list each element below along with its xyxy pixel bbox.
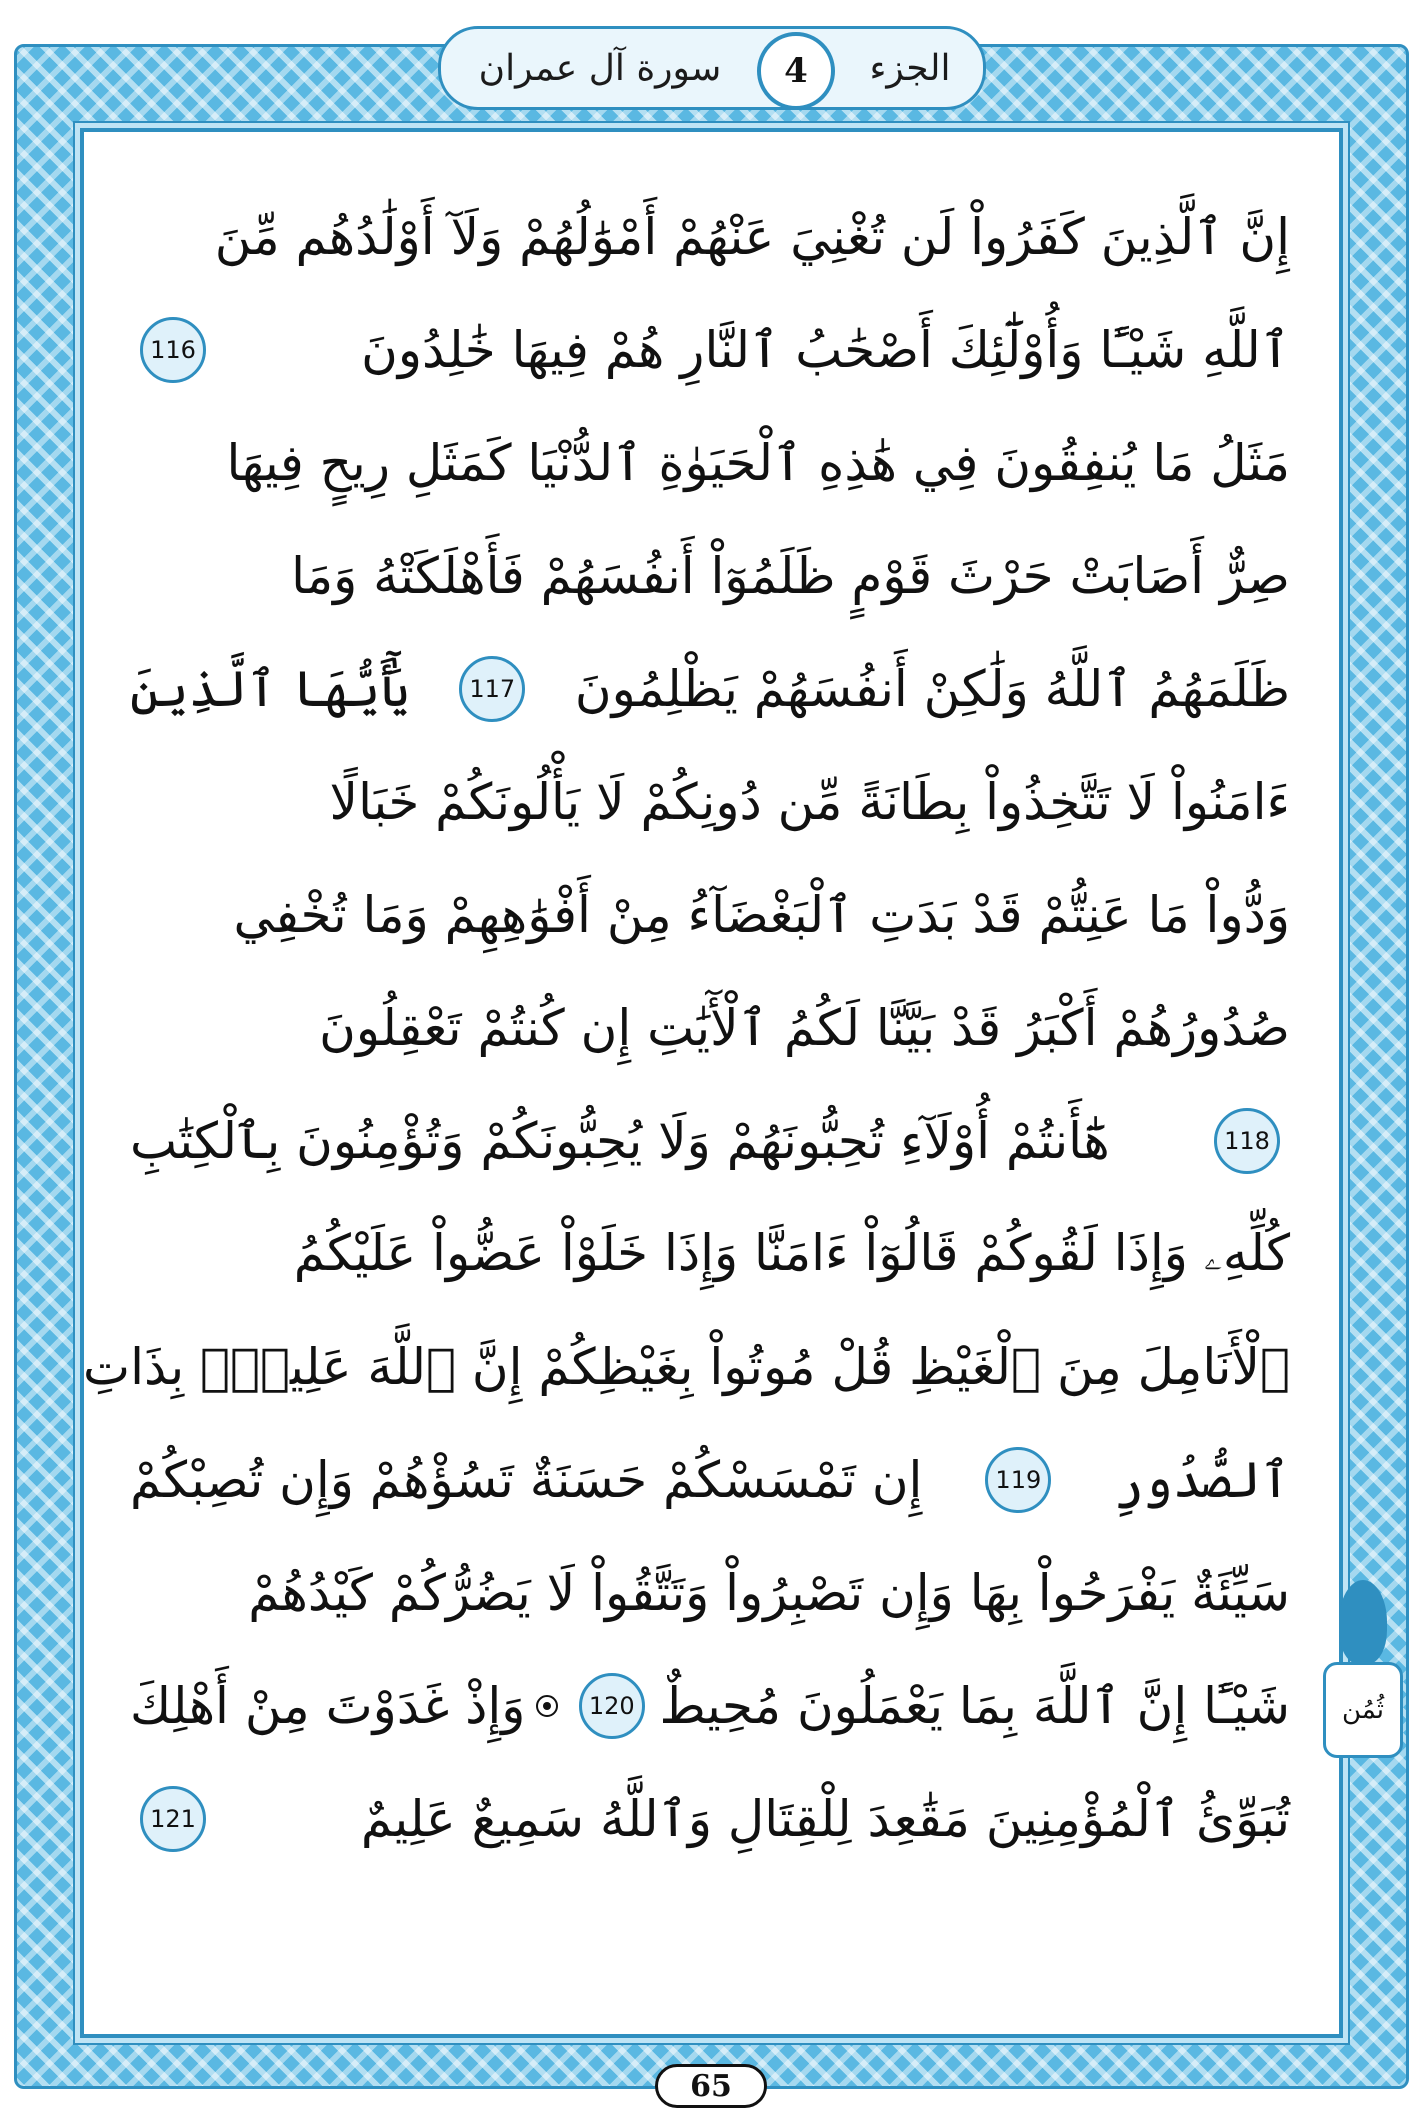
verse-text: ءَامَنُواْ لَا تَتَّخِذُواْ بِطَانَةً مِّن دُونِكُمْ لَا يَأْلُونَكُمْ خَبَالًا — [329, 772, 1290, 831]
verse-text: وَدُّواْ مَا عَنِتُّمْ قَدْ بَدَتِ ٱلْبَغْضَآءُ مِنْ أَفْوَٰهِهِمْ وَمَا تُخْفِي — [233, 885, 1290, 944]
text-line — [130, 971, 1290, 1084]
text-line — [130, 632, 1290, 745]
verse-text: هَٰٓأَنتُمْ أُوْلَآءِ تُحِبُّونَهُمْ وَلَا يُحِبُّونَكُمْ وَتُؤْمِنُونَ بِٱلْكِتَٰبِ — [130, 1111, 1110, 1170]
verse-text: ٱللَّهِ شَيْـًٔا وَأُوْلَٰٓئِكَ أَصْحَٰبُ ٱلنَّارِ هُمْ فِيهَا خَٰلِدُونَ — [361, 320, 1290, 379]
juz-number-badge: 4 — [757, 32, 835, 110]
verse-text: ٱلصُّدُورِ — [1114, 1450, 1290, 1509]
side-marker-ornament-icon — [1339, 1580, 1387, 1664]
side-marker-label: ثُمُن — [1323, 1662, 1403, 1758]
verse-text: إِن تَمْسَسْكُمْ حَسَنَةٌ تَسُؤْهُمْ وَإِن تُصِبْكُمْ — [130, 1450, 923, 1509]
text-line — [130, 406, 1290, 519]
juz-label: الجزء — [869, 47, 951, 89]
verse-text: ٱلْأَنَامِلَ مِنَ ٱلْغَيْظِ قُلْ مُوتُواْ بِغَيْظِكُمْ إِنَّ ٱللَّهَ عَلِيمُۢ بِذَاتِ — [83, 1337, 1290, 1396]
verse-text: صِرٌّ أَصَابَتْ حَرْثَ قَوْمٍ ظَلَمُوٓاْ أَنفُسَهُمْ فَأَهْلَكَتْهُ وَمَا — [291, 546, 1290, 605]
verse-text: إِنَّ ٱلَّذِينَ كَفَرُواْ لَن تُغْنِيَ عَنْهُمْ أَمْوَٰلُهُمْ وَلَآ أَوْلَٰدُهُم مِّنَ — [214, 207, 1290, 266]
text-line — [130, 1536, 1290, 1649]
ayah-number-marker: 120 — [579, 1673, 645, 1739]
verse-text: سَيِّئَةٌ يَفْرَحُواْ بِهَا وَإِن تَصْبِرُواْ وَتَتَّقُواْ لَا يَضُرُّكُمْ كَيْدُهُمْ — [248, 1563, 1290, 1622]
text-line — [130, 858, 1290, 971]
surah-name: سورة آل عمران — [478, 47, 722, 89]
rub-el-hizb-icon — [536, 1695, 558, 1717]
quran-text-lines — [83, 180, 1290, 1980]
ayah-number-marker: 116 — [140, 317, 206, 383]
verse-text: وَإِذْ غَدَوْتَ مِنْ أَهْلِكَ — [130, 1676, 526, 1735]
verse-text: مَثَلُ مَا يُنفِقُونَ فِي هَٰذِهِ ٱلْحَيَوٰةِ ٱلدُّنْيَا كَمَثَلِ رِيحٍ فِيهَا — [226, 433, 1290, 492]
text-line — [130, 519, 1290, 632]
verse-text: شَيْـًٔا إِنَّ ٱللَّهَ بِمَا يَعْمَلُونَ مُحِيطٌ — [659, 1676, 1290, 1735]
text-line — [130, 745, 1290, 858]
text-line — [130, 1084, 1290, 1197]
text-line — [130, 180, 1290, 293]
text-line — [130, 1423, 1290, 1536]
ayah-number-marker: 118 — [1214, 1108, 1280, 1174]
text-line — [130, 1762, 1290, 1875]
page-number: 65 — [655, 2064, 767, 2108]
text-line — [130, 293, 1290, 406]
verse-text: تُبَوِّئُ ٱلْمُؤْمِنِينَ مَقَٰعِدَ لِلْقِتَالِ وَٱللَّهُ سَمِيعٌ عَلِيمٌ — [360, 1789, 1290, 1848]
text-line — [130, 1197, 1290, 1310]
ayah-number-marker: 117 — [459, 656, 525, 722]
verse-text: ظَلَمَهُمُ ٱللَّهُ وَلَٰكِنْ أَنفُسَهُمْ يَظْلِمُونَ — [574, 659, 1290, 718]
text-line — [83, 1310, 1290, 1423]
text-line — [130, 1649, 1290, 1762]
verse-text: صُدُورُهُمْ أَكْبَرُ قَدْ بَيَّنَّا لَكُمُ ٱلْأٓيَٰتِ إِن كُنتُمْ تَعْقِلُونَ — [319, 998, 1290, 1057]
verse-text: يَٰٓأَيُّهَا ٱلَّذِينَ — [130, 659, 410, 718]
ayah-number-marker: 121 — [140, 1786, 206, 1852]
side-marker — [1323, 1580, 1403, 1770]
verse-text: كُلِّهِۦ وَإِذَا لَقُوكُمْ قَالُوٓاْ ءَامَنَّا وَإِذَا خَلَوْاْ عَضُّواْ عَلَيْكُمُ — [293, 1224, 1290, 1282]
ayah-number-marker: 119 — [985, 1447, 1051, 1513]
